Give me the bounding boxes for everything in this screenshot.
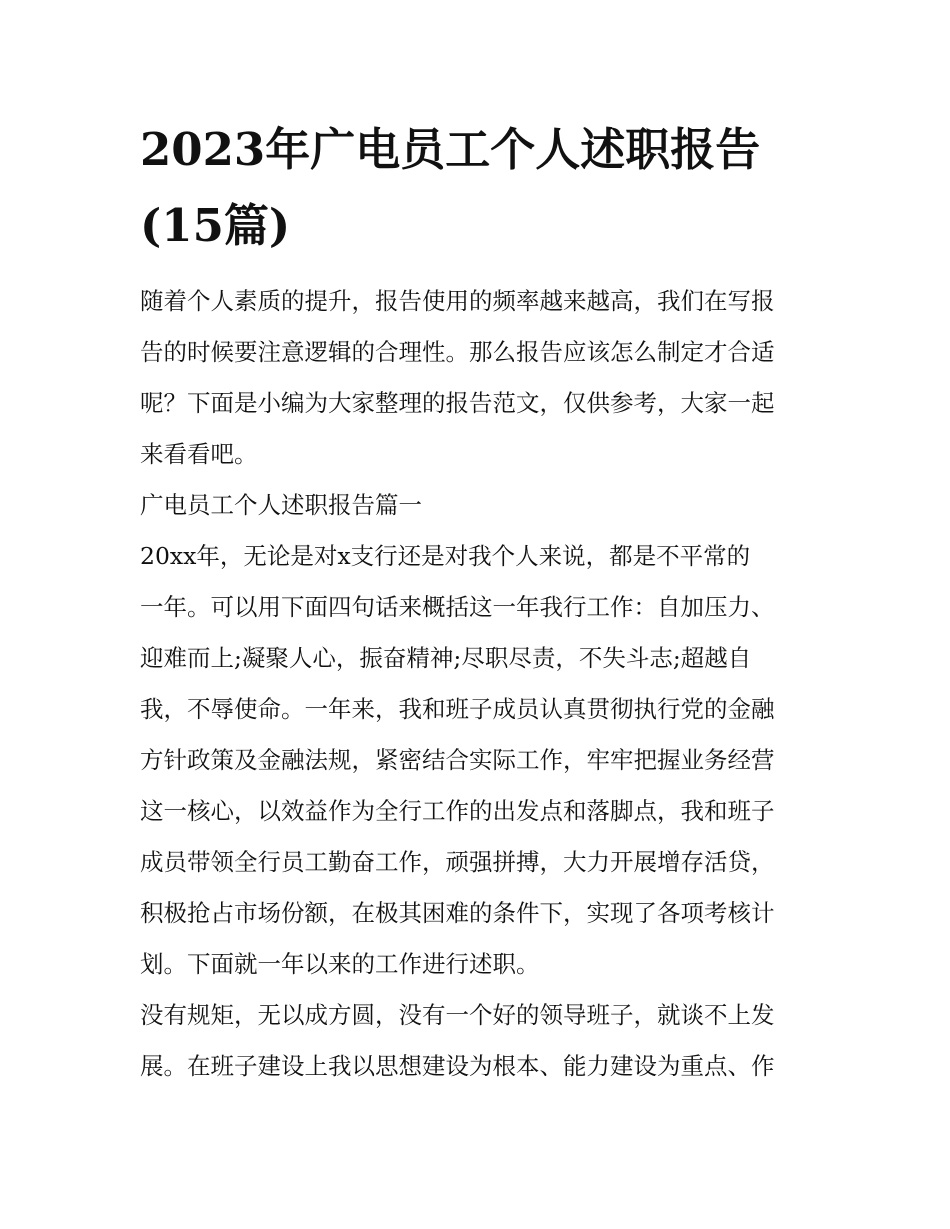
text-line: 迎难而上;凝聚人心，振奋精神;尽职尽责，不失斗志;超越自: [140, 644, 752, 672]
text-line: 划。下面就一年以来的工作进行述职。: [140, 950, 540, 978]
text-line: 随着个人素质的提升，报告使用的频率越来越高，我们在写报: [140, 287, 775, 315]
text-line: 没有规矩，无以成方圆，没有一个好的领导班子，就谈不上发: [140, 1001, 775, 1029]
intro-paragraph: [140, 276, 812, 480]
text-line: 积极抢占市场份额，在极其困难的条件下，实现了各项考核计: [140, 899, 775, 927]
body-paragraph-1: [140, 531, 812, 990]
document-title: [140, 112, 812, 264]
body-paragraph-2: [140, 990, 812, 1092]
title-line: (15篇): [140, 199, 291, 252]
text-line: 方针政策及金融法规，紧密结合实际工作，牢牢把握业务经营: [140, 746, 775, 774]
title-line: 2023年广电员工个人述职报告: [140, 123, 761, 176]
section-heading: 广电员工个人述职报告篇一: [140, 491, 422, 519]
document-page: [140, 112, 812, 1092]
text-line: 这一核心，以效益作为全行工作的出发点和落脚点，我和班子: [140, 797, 775, 825]
text-line: 一年。可以用下面四句话来概括这一年我行工作：自加压力、: [140, 593, 775, 621]
text-line: 我，不辱使命。一年来，我和班子成员认真贯彻执行党的金融: [140, 695, 775, 723]
text-line: 20xx年，无论是对x支行还是对我个人来说，都是不平常的: [140, 542, 751, 570]
text-line: 呢？下面是小编为大家整理的报告范文，仅供参考，大家一起: [140, 389, 775, 417]
text-line: 来看看吧。: [140, 440, 258, 468]
text-line: 成员带领全行员工勤奋工作，顽强拼搏，大力开展增存活贷，: [140, 848, 775, 876]
text-line: 告的时候要注意逻辑的合理性。那么报告应该怎么制定才合适: [140, 338, 775, 366]
text-line: 展。在班子建设上我以思想建设为根本、能力建设为重点、作: [140, 1052, 775, 1080]
